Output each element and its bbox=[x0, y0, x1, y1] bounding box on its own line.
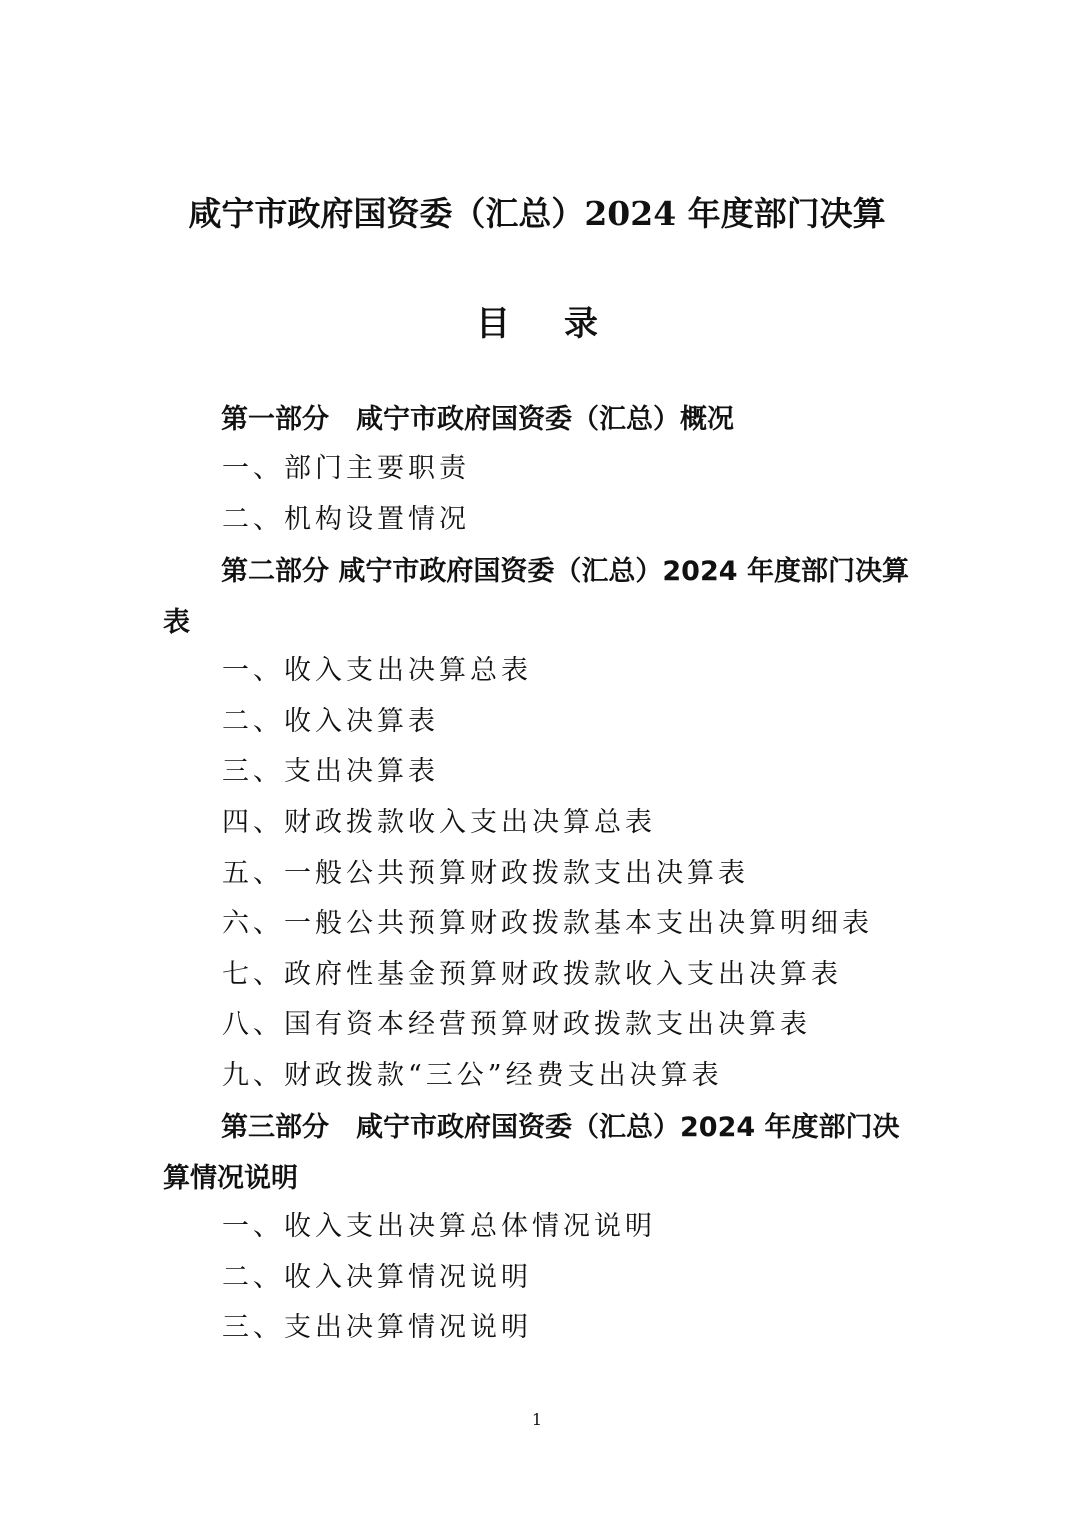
document-title: 咸宁市政府国资委（汇总）2024 年度部门决算 bbox=[188, 194, 886, 233]
toc-part-1: 第一部分 咸宁市政府国资委（汇总）概况 bbox=[221, 404, 734, 435]
toc-item: 七、政府性基金预算财政拨款收入支出决算表 bbox=[222, 959, 842, 990]
toc-item: 一、收入支出决算总体情况说明 bbox=[222, 1211, 656, 1242]
toc-item: 一、部门主要职责 bbox=[222, 453, 470, 484]
toc-item: 二、收入决算表 bbox=[222, 706, 439, 737]
toc-item: 五、一般公共预算财政拨款支出决算表 bbox=[222, 858, 749, 889]
toc-item: 九、财政拨款“三公”经费支出决算表 bbox=[222, 1060, 723, 1091]
page-number: 1 bbox=[531, 1410, 543, 1429]
toc-item: 一、收入支出决算总表 bbox=[222, 655, 532, 686]
toc-item: 四、财政拨款收入支出决算总表 bbox=[222, 807, 656, 838]
toc-item: 八、国有资本经营预算财政拨款支出决算表 bbox=[222, 1009, 811, 1040]
toc-item: 二、机构设置情况 bbox=[222, 504, 470, 535]
toc-part-2: 第二部分 咸宁市政府国资委（汇总）2024 年度部门决算表 bbox=[163, 556, 909, 638]
toc-item: 三、支出决算情况说明 bbox=[222, 1312, 532, 1343]
toc-heading: 目录 bbox=[476, 304, 652, 344]
toc-part-3: 第三部分 咸宁市政府国资委（汇总）2024 年度部门决算情况说明 bbox=[163, 1112, 900, 1194]
toc-item: 六、一般公共预算财政拨款基本支出决算明细表 bbox=[222, 908, 873, 939]
toc-item: 三、支出决算表 bbox=[222, 756, 439, 787]
toc-item: 二、收入决算情况说明 bbox=[222, 1262, 532, 1293]
